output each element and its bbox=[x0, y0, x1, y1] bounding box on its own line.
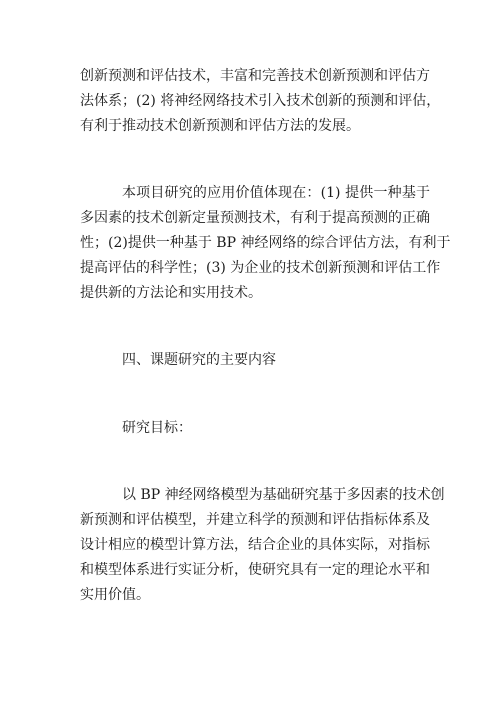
sub-heading: 研究目标： bbox=[122, 420, 192, 436]
paragraph-line: 以 BP 神经网络模型为基础研究基于多因素的技术创 bbox=[122, 487, 445, 503]
paragraph-line: 实用价值。 bbox=[80, 587, 150, 603]
paragraph-line: 新预测和评估模型，并建立科学的预测和评估指标体系及 bbox=[80, 512, 430, 528]
paragraph-line: 设计相应的模型计算方法，结合企业的具体实际，对指标 bbox=[80, 537, 430, 553]
paragraph-line: 性；(2)提供一种基于 BP 神经网络的综合评估方法，有利于 bbox=[80, 235, 451, 251]
paragraph-line: 多因素的技术创新定量预测技术，有利于提高预测的正确 bbox=[80, 210, 430, 226]
paragraph-line: 提供新的方法论和实用技术。 bbox=[80, 285, 262, 301]
paragraph-line: 有利于推动技术创新预测和评估方法的发展。 bbox=[80, 118, 360, 134]
paragraph-line: 和模型体系进行实证分析，使研究具有一定的理论水平和 bbox=[80, 562, 430, 578]
paragraph-line: 法体系；(2) 将神经网络技术引入技术创新的预测和评估， bbox=[80, 93, 441, 109]
paragraph-line: 创新预测和评估技术，丰富和完善技术创新预测和评估方 bbox=[80, 68, 430, 84]
section-heading: 四、课题研究的主要内容 bbox=[122, 352, 276, 368]
paragraph-line: 提高评估的科学性；(3) 为企业的技术创新预测和评估工作 bbox=[80, 260, 441, 276]
paragraph-line: 本项目研究的应用价值体现在：(1) 提供一种基于 bbox=[122, 185, 430, 201]
